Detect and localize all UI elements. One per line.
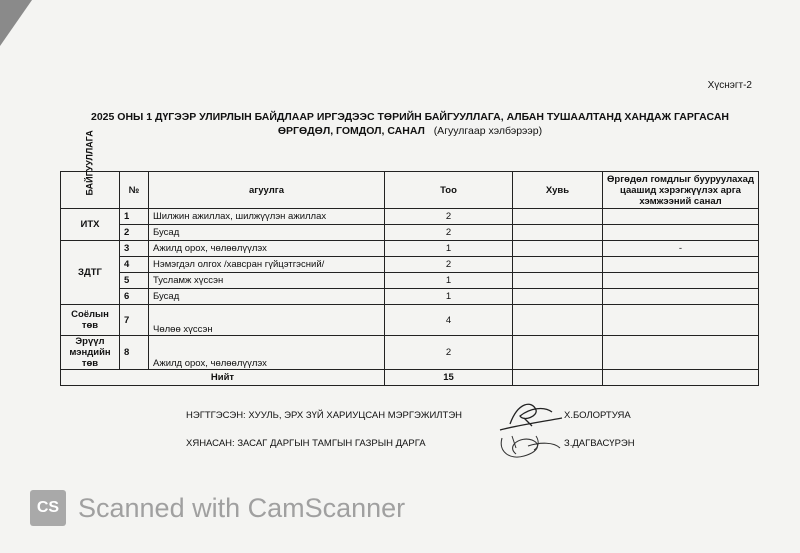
signature-checked (186, 438, 706, 466)
signatures-block (186, 410, 706, 466)
total-label: Нийт (61, 370, 385, 386)
checked-name: З.ДАГВАСҮРЭН (564, 438, 635, 449)
table-row: ИТХ 1 Шилжин ажиллах, шилжүүлэн ажиллах 2 (61, 209, 759, 225)
table-row: Эрүүл мэндийн төв 8 Ажилд орох, чөлөөлүүлэх 2 (61, 336, 759, 370)
total-row (61, 370, 759, 386)
title-line-1: 2025 ОНЫ 1 ДҮГЭЭР УЛИРЛЫН БАЙДЛААР ИРГЭДЭЭС ТӨРИЙН БАЙГУУЛЛАГА, АЛБАН ТУШААЛТАНД ХАНДАЖ ГАРГАСАН (91, 111, 729, 123)
title-line-2 (40, 124, 780, 138)
header-proposal: Өргөдөл гомдлыг бууруулахад цаашид хэрэгжүүлэх арга хэмжээний санал (603, 172, 759, 209)
signature-prepared (186, 410, 706, 438)
prepared-label: НЭГТГЭСЭН: ХУУЛЬ, ЭРХ ЗҮЙ ХАРИУЦСАН МЭРГЭЖИЛТЭН (186, 410, 463, 421)
table-row: ЗДТГ 3 Ажилд орох, чөлөөлүүлэх 1 - (61, 241, 759, 257)
table-header-row (61, 172, 759, 209)
handwritten-signature-icon (480, 396, 570, 466)
header-org: БАЙГУУЛЛАГА (61, 172, 120, 209)
header-content: агуулга (149, 172, 385, 209)
header-num: № (120, 172, 149, 209)
appendix-label: Хүснэгт-2 (707, 80, 752, 91)
table-row: 4 Нэмэгдэл олгох /хавсран гүйцэтгэсний/ 2 (61, 257, 759, 273)
prepared-name: Х.БОЛОРТУЯА (564, 410, 631, 421)
org-itx: ИТХ (61, 209, 120, 241)
org-zdtg: ЗДТГ (61, 241, 120, 305)
header-count: Тоо (385, 172, 513, 209)
table-row: 2 Бусад 2 (61, 225, 759, 241)
checked-label: ХЯНАСАН: ЗАСАГ ДАРГЫН ТАМГЫН ГАЗРЫН ДАРГА (186, 438, 426, 449)
table-row: 6 Бусад 1 (61, 289, 759, 305)
org-health: Эрүүл мэндийн төв (61, 336, 120, 370)
total-count: 15 (385, 370, 513, 386)
table-row: 5 Тусламж хүссэн 1 (61, 273, 759, 289)
title-line-2-note: (Агуулгаар хэлбэрээр) (433, 125, 543, 137)
watermark-text: Scanned with CamScanner (78, 492, 406, 523)
org-culture: Соёлын төв (61, 305, 120, 336)
title-line-2-main: ӨРГӨДӨЛ, ГОМДОЛ, САНАЛ (277, 125, 425, 137)
camscanner-watermark (30, 488, 405, 528)
document-title (40, 110, 780, 138)
camscanner-logo-icon: CS (30, 490, 66, 526)
header-percent: Хувь (513, 172, 603, 209)
scan-corner-fold (0, 0, 32, 46)
table-row: Соёлын төв 7 Чөлөө хүссэн 4 (61, 305, 759, 336)
